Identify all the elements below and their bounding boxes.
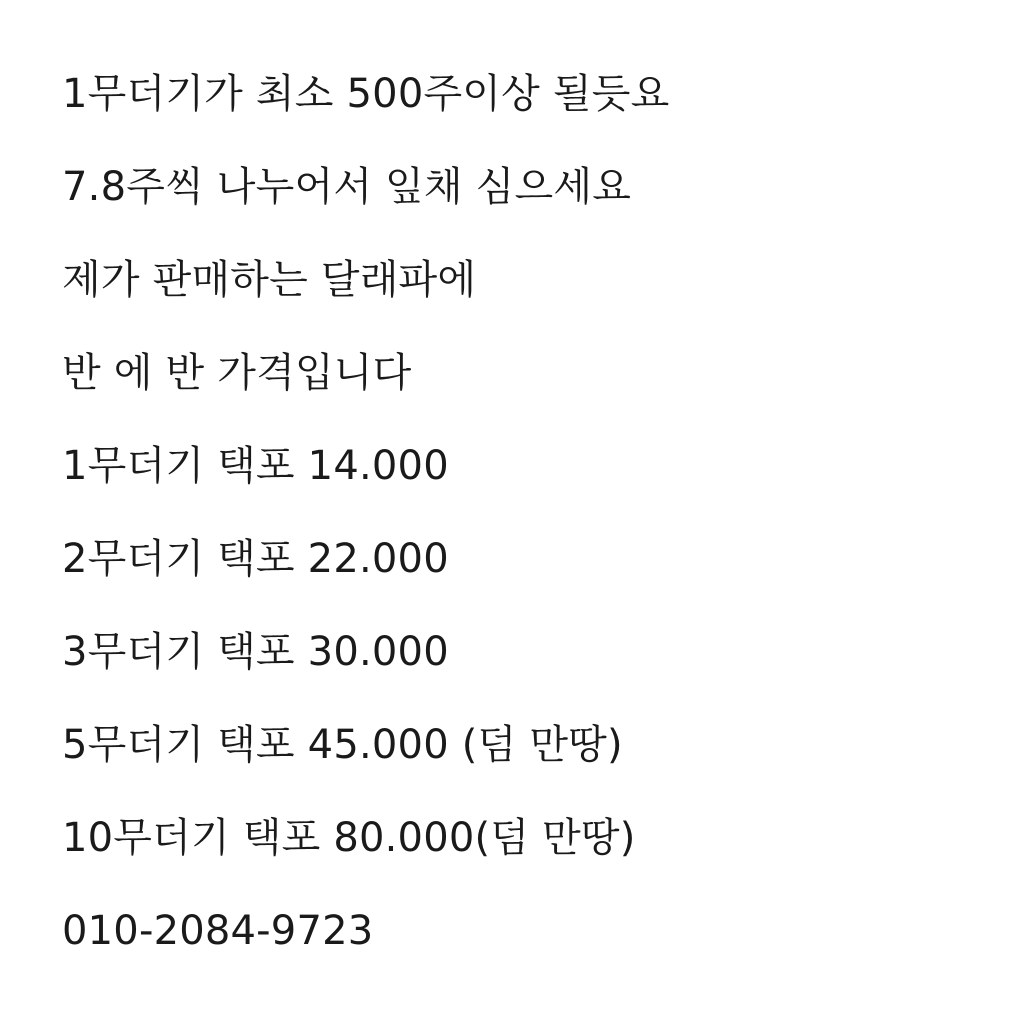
- text-line: 10무더기 택포 80.000(덤 만땅): [62, 815, 636, 861]
- text-line: 1무더기가 최소 500주이상 될듯요: [62, 71, 670, 117]
- text-block: [62, 48, 984, 978]
- text-line: 반 에 반 가격입니다: [62, 350, 412, 396]
- text-line: 7.8주씩 나누어서 잎채 심으세요: [62, 164, 632, 210]
- text-line: 5무더기 택포 45.000 (덤 만땅): [62, 722, 623, 768]
- text-line: 3무더기 택포 30.000: [62, 629, 449, 675]
- text-line: 1무더기 택포 14.000: [62, 443, 449, 489]
- phone-number-line: 010-2084-9723: [62, 908, 374, 954]
- text-line: 제가 판매하는 달래파에: [62, 257, 477, 303]
- text-line: 2무더기 택포 22.000: [62, 536, 449, 582]
